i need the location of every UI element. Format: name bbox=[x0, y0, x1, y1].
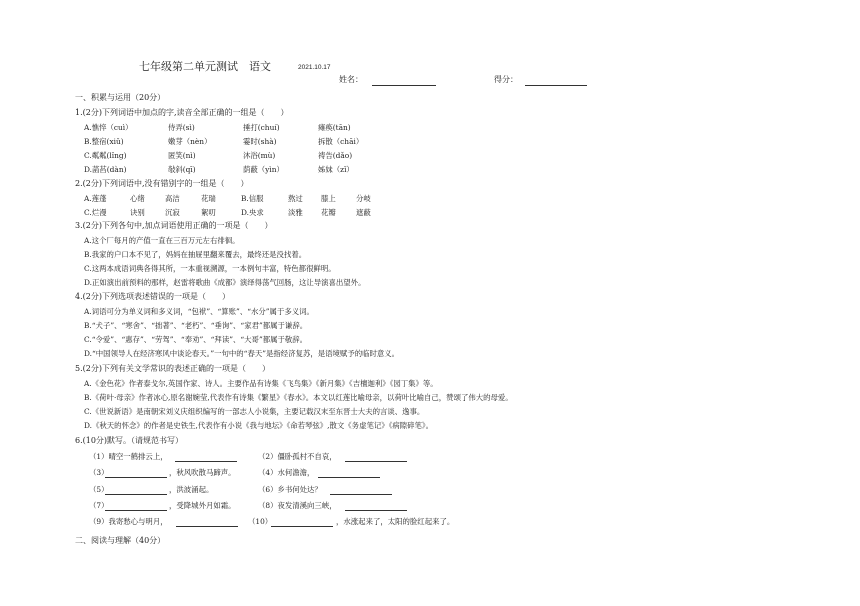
q2-word: A.莲蓬 bbox=[84, 194, 107, 203]
q1-option-a1: A.憔悴（cuì） bbox=[84, 123, 133, 132]
q1-option-d2: 敧斜(qī) bbox=[168, 165, 196, 174]
q2-word: 心绪 bbox=[130, 194, 145, 203]
q1-option-b1: B.整宿(xiǔ) bbox=[84, 137, 124, 146]
q1-option-a3: 捶打(chuí) bbox=[243, 123, 280, 132]
q3-option-d: D.正如演出前预料的那样，赵雷将歌曲《成都》演绎得荡气回肠，这让导演喜出望外。 bbox=[84, 278, 366, 287]
q1-option-b2: 嫩芽（nèn） bbox=[168, 137, 212, 146]
dictation-1-blank[interactable] bbox=[175, 453, 237, 462]
dictation-2-text: （2）僵卧孤村不自哀， bbox=[258, 452, 337, 461]
dictation-8-blank[interactable] bbox=[345, 502, 407, 511]
q3-option-c: C.这两本成语词典各得其所，一本重视溯源，一本例句丰富，特色都很鲜明。 bbox=[84, 264, 336, 273]
dictation-6-blank[interactable] bbox=[330, 486, 392, 495]
name-label: 姓名： bbox=[339, 75, 363, 84]
q1-option-c2: 匿笑(nì) bbox=[168, 151, 196, 160]
section-1-heading: 一、积累与运用（20分） bbox=[75, 93, 166, 102]
dictation-10-text: ，水涨起来了，太阳的脸红起来了。 bbox=[336, 517, 455, 526]
dictation-7-number: （7） bbox=[89, 501, 109, 510]
q1-option-b4: 拆散（chāi） bbox=[318, 137, 364, 146]
q1-option-a2: 侍弄(sì) bbox=[168, 123, 195, 132]
question-1-stem: 1.(2分)下列词语中加点的字,读音全部正确的一组是（ ） bbox=[75, 108, 289, 117]
name-blank[interactable] bbox=[372, 77, 436, 86]
dictation-4-text: （4）水何澹澹， bbox=[258, 468, 315, 477]
dictation-1-text: （1）晴空一鹤排云上， bbox=[89, 452, 168, 461]
question-5-stem: 5.(2分)下列有关文学常识的表述正确的一项是（ ） bbox=[75, 364, 270, 373]
question-4-stem: 4.(2分)下列选项表述错误的一项是（ ） bbox=[75, 292, 230, 301]
q1-option-d3: 荫蔽（yìn） bbox=[243, 165, 284, 174]
q2-word: 诀别 bbox=[130, 208, 145, 217]
q1-option-c4: 祷告(dǎo) bbox=[318, 151, 353, 160]
dictation-9-text: （9）我寄愁心与明月， bbox=[89, 517, 168, 526]
exam-title: 七年级第二单元测试 语文 bbox=[139, 60, 271, 73]
dictation-2-blank[interactable] bbox=[345, 453, 407, 462]
q2-word: 遮蔽 bbox=[356, 208, 371, 217]
q1-option-b3: 霎时(shà) bbox=[243, 137, 277, 146]
q2-word: D.央求 bbox=[241, 208, 264, 217]
dictation-9-blank[interactable] bbox=[176, 518, 238, 527]
dictation-3-blank[interactable] bbox=[105, 469, 167, 478]
dictation-5-number: （5） bbox=[89, 485, 109, 494]
q2-word: B.信服 bbox=[241, 194, 264, 203]
score-label: 得分： bbox=[494, 75, 518, 84]
q2-word: 花瓣 bbox=[321, 208, 336, 217]
q4-option-c: C.“令爱”、“惠存”、“劳驾”、“奉劝”、“拜读”、“大哥”都属于敬辞。 bbox=[84, 335, 308, 344]
dictation-10-blank[interactable] bbox=[271, 518, 333, 527]
question-2-stem: 2.(2分)下列词语中,没有错别字的一组是（ ） bbox=[75, 179, 249, 188]
q1-option-c1: C.粼粼(lǐng) bbox=[84, 151, 127, 160]
q2-word: 分岐 bbox=[356, 194, 371, 203]
dictation-7-text: ，受降城外月如霜。 bbox=[169, 501, 236, 510]
question-6-stem: 6.(10分)默写。（请规范书写） bbox=[75, 436, 184, 445]
section-2-heading: 二、阅读与理解（40分） bbox=[75, 536, 166, 545]
q5-option-a: A.《金色花》作者泰戈尔,英国作家、诗人。主要作品有诗集《飞鸟集》《新月集》《吉檀迦利》《园丁集》等。 bbox=[84, 379, 438, 388]
q3-option-a: A.这个厂每月的产值一直在三百万元左右徘徊。 bbox=[84, 236, 240, 245]
q4-option-d: D.“中国领导人在经济寒风中谈论春天。”一句中的“春天”是指经济复苏，是语境赋予的临时意义。 bbox=[84, 349, 400, 358]
dictation-8-text: （8）夜发清溪向三峡， bbox=[258, 501, 337, 510]
dictation-7-blank[interactable] bbox=[105, 502, 167, 511]
q2-word: 花瑞 bbox=[201, 194, 216, 203]
dictation-5-blank[interactable] bbox=[105, 486, 167, 495]
q2-word: C.烂漫 bbox=[84, 208, 107, 217]
q3-option-b: B.我家的户口本不见了，妈妈在抽屉里翻来覆去，最终还是没找着。 bbox=[84, 250, 307, 259]
question-3-stem: 3.(2分)下列各句中,加点词语使用正确的一项是（ ） bbox=[75, 221, 273, 230]
q2-word: 膝上 bbox=[321, 194, 336, 203]
dictation-5-text: ，洪波涌起。 bbox=[169, 485, 214, 494]
dictation-4-blank[interactable] bbox=[318, 469, 380, 478]
dictation-3-text: ，秋风吹散马蹄声。 bbox=[169, 468, 236, 477]
q1-option-d4: 姊妹（zǐ） bbox=[318, 165, 354, 174]
q5-option-b: B.《荷叶·母亲》作者冰心,原名谢婉莹,代表作有诗集《繁星》《春水》。本文以红莲比喻母亲，以荷叶比喻自己，赞颂了伟大的母爱。 bbox=[84, 393, 513, 402]
q2-word: 絮叨 bbox=[201, 208, 216, 217]
dictation-10-number: （10） bbox=[248, 517, 273, 526]
dictation-3-number: （3） bbox=[89, 468, 109, 477]
q2-word: 淡雅 bbox=[288, 208, 303, 217]
q5-option-c: C.《世说新语》是南朝宋刘义庆组织编写的一部志人小说集，主要记载汉末至东晋士大夫的言谈、逸事。 bbox=[84, 407, 425, 416]
q5-option-d: D.《秋天的怀念》的作者是史铁生,代表作有小说《我与地坛》《命若琴弦》,散文《务虚笔记》《病隙碎笔》。 bbox=[84, 421, 433, 430]
q4-option-a: A.词语可分为单义词和多义词，“包袱”、“算账”、“水分”属于多义词。 bbox=[84, 307, 314, 316]
q4-option-b: B.“犬子”、“寒舍”、“拙著”、“老朽”、“垂询”、“家君”都属于谦辞。 bbox=[84, 321, 308, 330]
q2-word: 沉寂 bbox=[165, 208, 180, 217]
q1-option-c3: 沐浴(mù) bbox=[243, 151, 276, 160]
q1-option-a4: 瘫痪(tān) bbox=[318, 123, 351, 132]
exam-date: 2021.10.17 bbox=[298, 64, 331, 71]
dictation-6-text: （6）乡书何处达？ bbox=[258, 485, 322, 494]
q2-word: 高洁 bbox=[165, 194, 180, 203]
score-blank[interactable] bbox=[525, 77, 587, 86]
q1-option-d1: D.菡萏(dàn) bbox=[84, 165, 127, 174]
q2-word: 熬过 bbox=[288, 194, 303, 203]
